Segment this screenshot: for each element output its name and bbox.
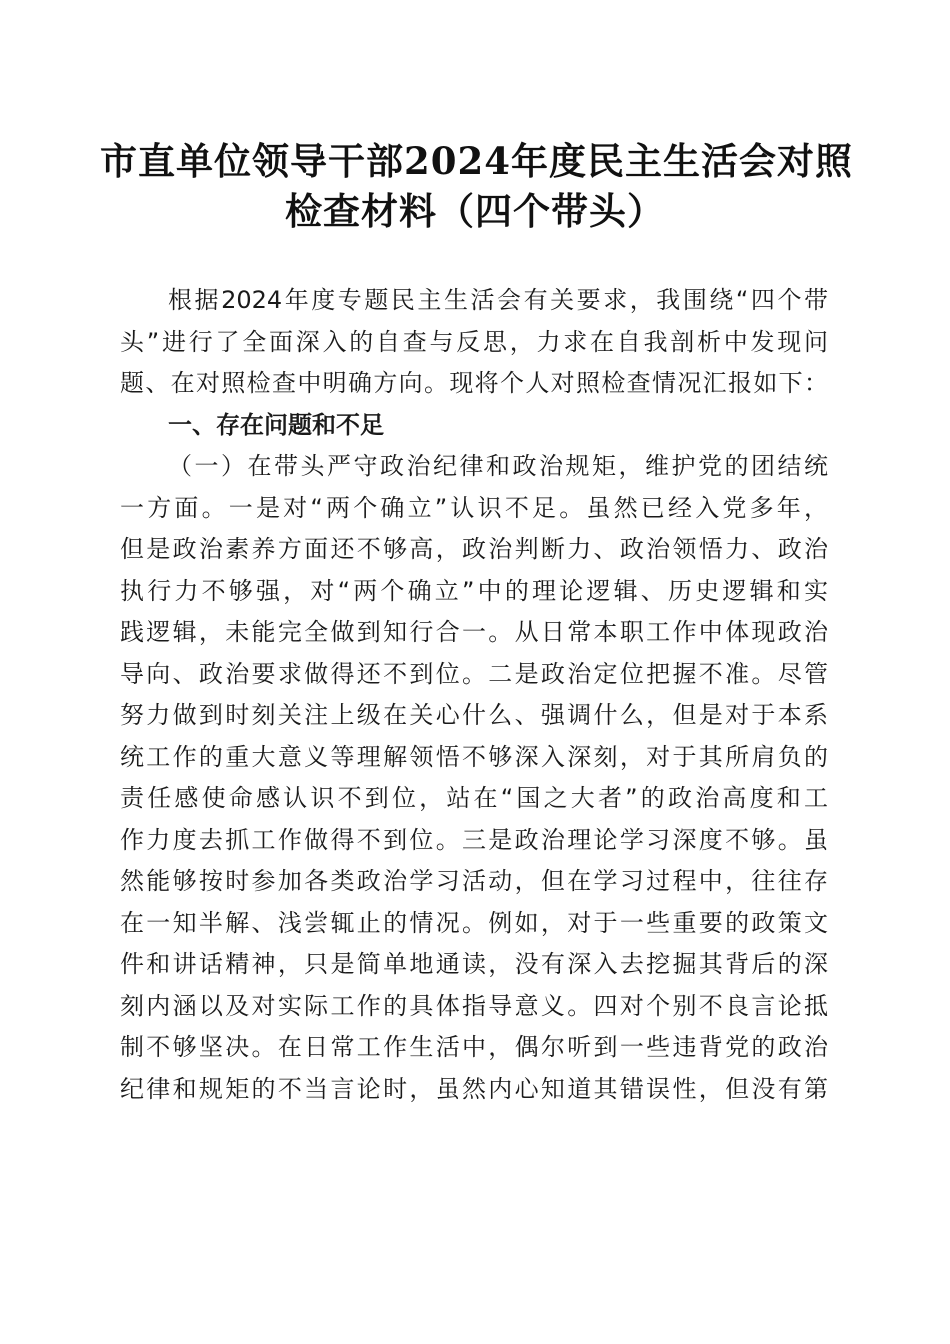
paragraph-line: 践逻辑，未能完全做到知行合一。从日常本职工作中体现政治 — [120, 618, 828, 646]
paragraph-line: 作力度去抓工作做得不到位。三是政治理论学习深度不够。虽 — [120, 825, 828, 854]
paragraph-line: 制不够坚决。在日常工作生活中，偶尔听到一些违背党的政治 — [120, 1033, 828, 1061]
paragraph-line: 但是政治素养方面还不够高，政治判断力、政治领悟力、政治 — [120, 535, 828, 563]
paragraph-line: 在一知半解、浅尝辄止的情况。例如，对于一些重要的政策文 — [120, 908, 828, 937]
paragraph-line: 件和讲话精神，只是简单地通读，没有深入去挖掘其背后的深 — [120, 950, 828, 978]
paragraph-line: 导向、政治要求做得还不到位。二是政治定位把握不准。尽管 — [120, 659, 828, 688]
document-body — [120, 280, 828, 1110]
intro-line: 题、在对照检查中明确方向。现将个人对照检查情况汇报如下： — [120, 369, 828, 397]
document-title — [100, 136, 853, 236]
paragraph-line: 刻内涵以及对实际工作的具体指导意义。四对个别不良言论抵 — [120, 991, 828, 1020]
intro-line: 头”进行了全面深入的自查与反思，力求在自我剖析中发现问 — [120, 327, 828, 356]
paragraph-line: 一方面。一是对“两个确立”认识不足。虽然已经入党多年， — [120, 493, 828, 522]
paragraph-line: （一）在带头严守政治纪律和政治规矩，维护党的团结统 — [168, 452, 828, 480]
paragraph-line: 纪律和规矩的不当言论时，虽然内心知道其错误性，但没有第 — [120, 1074, 828, 1103]
paragraph-line: 责任感使命感认识不到位，站在“国之大者”的政治高度和工 — [120, 784, 828, 812]
paragraph-line: 统工作的重大意义等理解领悟不够深入深刻，对于其所肩负的 — [120, 742, 828, 771]
section-heading: 一、存在问题和不足 — [168, 410, 384, 439]
intro-line: 根据2024年度专题民主生活会有关要求，我围绕“四个带 — [168, 286, 828, 314]
title-line-1: 市直单位领导干部2024年度民主生活会对照 — [100, 139, 853, 183]
paragraph-line: 努力做到时刻关注上级在关心什么、强调什么，但是对于本系 — [120, 701, 828, 729]
paragraph-line: 执行力不够强，对“两个确立”中的理论逻辑、历史逻辑和实 — [120, 576, 828, 605]
paragraph-line: 然能够按时参加各类政治学习活动，但在学习过程中，往往存 — [120, 867, 828, 895]
title-line-2: 检查材料（四个带头） — [285, 189, 665, 233]
